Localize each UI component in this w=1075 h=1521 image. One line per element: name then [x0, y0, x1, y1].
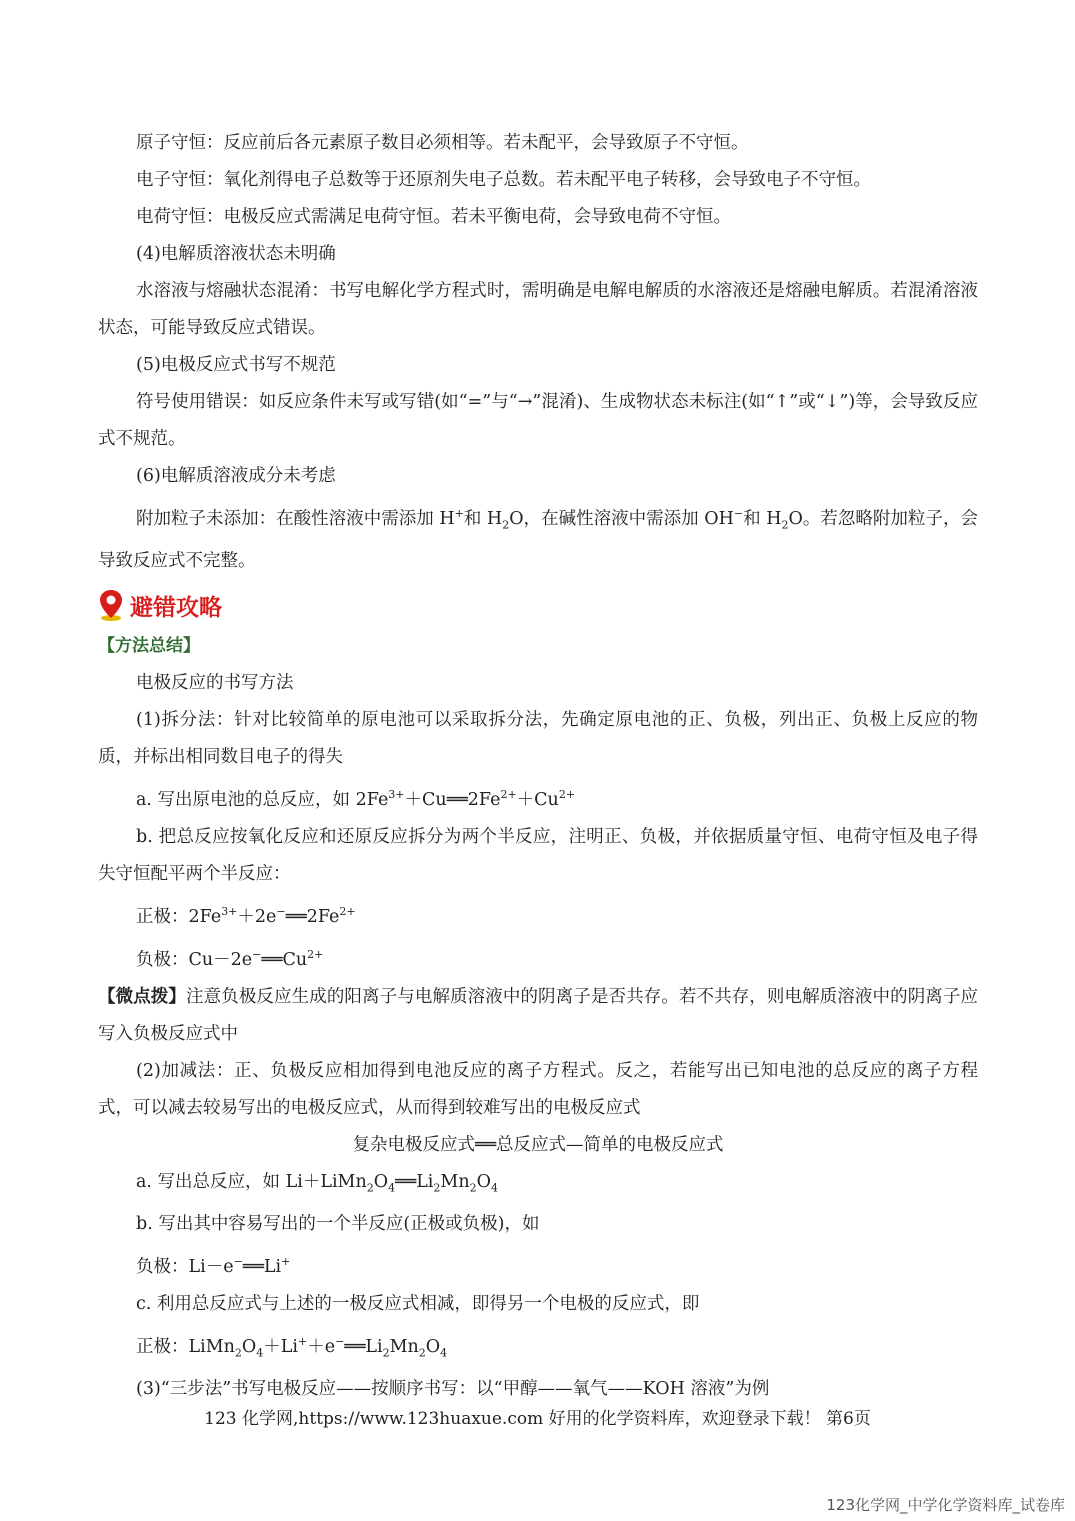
equation-line: 负极：$Cu-2e^-══Cu^{2+}$: [136, 947, 324, 970]
paragraph: 原子守恒：反应前后各元素原子数目必须相等。若未配平，会导致原子不守恒。: [136, 133, 749, 153]
equation-line: a. 写出总反应，如 $Li+LiMn_2O_4══Li_2Mn_2O_4$: [136, 1171, 498, 1195]
page-footer: 123 化学网,https://www.123huaxue.com 好用的化学资料库，欢迎登录下载！ 第6页: [204, 1409, 871, 1429]
paragraph: 附加粒子未添加：在酸性溶液中需添加 H+和 $H_2O$，在碱性溶液中需添加 OH−和 $H_2O$。若忽略附加粒子，会导致反应式不完整。: [98, 507, 978, 572]
tip-label: 【微点拨】: [98, 986, 187, 1007]
equation-line: 正极：$LiMn_2O_4+Li^++e^-══Li_2Mn_2O_4$: [136, 1335, 448, 1360]
paragraph: (3)“三步法”书写电极反应——按顺序书写：以“甲醇——氧气——KOH 溶液”为例: [136, 1379, 770, 1400]
paragraph: b. 写出其中容易写出的一个半反应(正极或负极)，如: [136, 1214, 540, 1235]
paragraph: (1)拆分法：针对比较简单的原电池可以采取拆分法，先确定原电池的正、负极，列出正、负极上反应的物质，并标出相同数目电子的得失: [98, 710, 978, 768]
paragraph: 电极反应的书写方法: [136, 673, 294, 694]
paragraph: 符号使用错误：如反应条件未写或写错(如“=”与“→”混淆)、生成物状态未标注(如“↑”或“↓”)等，会导致反应式不规范。: [98, 392, 978, 449]
equation-line: 负极：Li－e−══Li+: [136, 1255, 291, 1278]
equation-line: a. 写出原电池的总反应，如 $2Fe^{3+}+Cu══2Fe^{2+}+Cu^{2+}$: [136, 788, 576, 811]
formula-line: 复杂电极反应式══总反应式—简单的电极反应式: [352, 1134, 724, 1155]
paragraph: 水溶液与熔融状态混淆：书写电解化学方程式时，需明确是电解电解质的水溶液还是熔融电解质。若混淆溶液状态，可能导致反应式错误。: [98, 281, 978, 338]
paragraph: 电子守恒：氧化剂得电子总数等于还原剂失电子总数。若未配平电子转移，会导致电子不守恒。: [136, 170, 871, 190]
method-header: 【方法总结】: [98, 636, 200, 657]
subheading: (5)电极反应式书写不规范: [136, 355, 336, 375]
paragraph: 电荷守恒：电极反应式需满足电荷守恒。若未平衡电荷，会导致电荷不守恒。: [136, 207, 731, 227]
paragraph: b. 把总反应按氧化反应和还原反应拆分为两个半反应，注明正、负极，并依据质量守恒、电荷守恒及电子得失守恒配平两个半反应：: [98, 827, 978, 885]
subheading: (6)电解质溶液成分未考虑: [136, 466, 336, 486]
section-header: [98, 582, 978, 628]
page-content: [98, 125, 978, 1408]
section-title: 避错攻略: [130, 594, 222, 621]
subheading: (4)电解质溶液状态未明确: [136, 244, 336, 264]
tip-paragraph: 【微点拨】注意负极反应生成的阳离子与电解质溶液中的阴离子是否共存。若不共存，则电解质溶液中的阴离子应写入负极反应式中: [98, 986, 979, 1044]
paragraph: c. 利用总反应式与上述的一极反应式相减，即得另一个电极的反应式，即: [136, 1294, 700, 1315]
location-pin-icon: [98, 588, 124, 622]
watermark: 123化学网_中学化学资料库_试卷库: [826, 1496, 1065, 1514]
paragraph: (2)加减法：正、负极反应相加得到电池反应的离子方程式。反之，若能写出已知电池的总反应的离子方程式，可以减去较易写出的电极反应式，从而得到较难写出的电极反应式: [98, 1060, 978, 1118]
equation-line: 正极：$2Fe^{3+}+2e^-══2Fe^{2+}$: [136, 905, 356, 927]
